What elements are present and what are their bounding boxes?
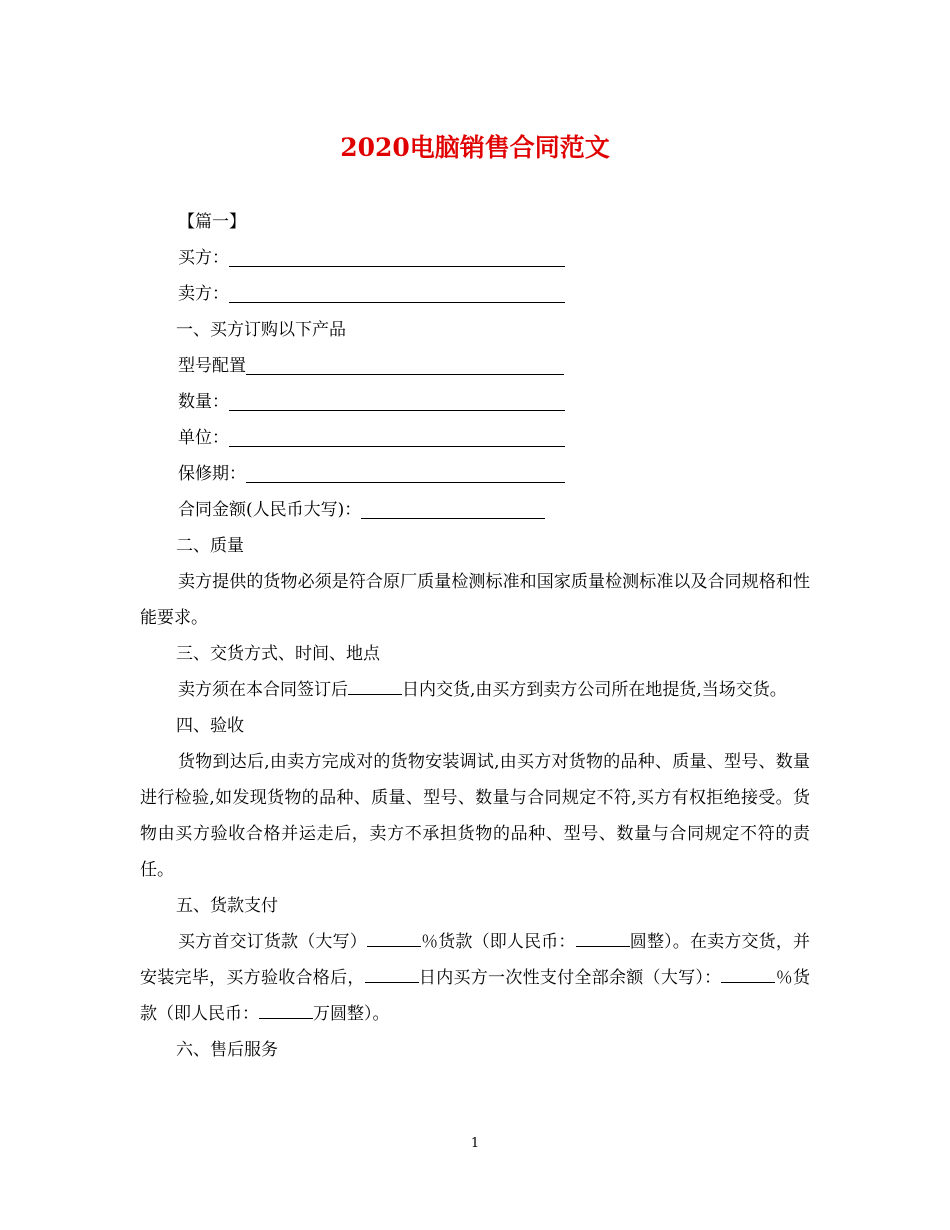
amount-label: 合同金额(人民币大写)： (178, 500, 362, 520)
unit-blank-line (229, 445, 565, 447)
payment-days-blank (365, 966, 419, 983)
paragraph-delivery (140, 672, 810, 708)
amount-blank-line (361, 517, 545, 519)
paragraph-quality: 卖方提供的货物必须是符合原厂质量检测标准和国家质量检测标准以及合同规格和性能要求。 (140, 572, 810, 628)
warranty-blank-line (246, 481, 565, 483)
buyer-blank-line (229, 265, 565, 267)
model-config-blank-line (246, 373, 564, 375)
section-label: 【篇一】 (178, 212, 246, 232)
unit-label: 单位： (178, 428, 229, 448)
model-config-field (140, 348, 810, 384)
seller-blank-line (229, 301, 565, 303)
payment-text-d: 日内买方一次性支付全部余额（大写）： (418, 968, 722, 988)
heading-4: 四、验收 (176, 716, 244, 736)
buyer-label: 买方： (178, 248, 229, 268)
quantity-label: 数量： (178, 392, 229, 412)
document-body (140, 204, 810, 1068)
paragraph-acceptance: 货物到达后,由卖方完成对的货物安装调试,由买方对货物的品种、质量、型号、数量进行检验,如发现货物的品种、质量、型号、数量与合同规定不符,买方有权拒绝接受。货物由买方验收合格并运走后，卖方不承担货物的品种、型号、数量与合同规定不符的责任。 (140, 752, 810, 880)
amount-field (140, 492, 810, 528)
delivery-text-a: 卖方须在本合同签订后 (178, 680, 348, 700)
payment-text-f: 万圆整）。 (313, 1004, 390, 1024)
heading-3: 三、交货方式、时间、地点 (176, 644, 380, 664)
payment-text-c: 圆整）。在卖方交货，并安装完毕，买方验收合格后， (140, 932, 810, 988)
payment-text-b: ％货款（即人民币： (420, 932, 576, 952)
payment-text-e: ％货款（即人民币： (140, 968, 811, 1024)
balance-rmb-blank (259, 1002, 313, 1019)
page-number: 1 (470, 1136, 480, 1151)
warranty-label: 保修期： (178, 464, 246, 484)
document-title: 2020电脑销售合同范文 (340, 133, 610, 162)
heading-5: 五、货款支付 (176, 896, 278, 916)
unit-field (140, 420, 810, 456)
buyer-field (140, 240, 810, 276)
seller-field (140, 276, 810, 312)
payment-percent-blank (367, 930, 421, 947)
payment-rmb-blank (576, 930, 630, 947)
payment-text-a: 买方首交订货款（大写） (178, 932, 367, 952)
delivery-days-blank (348, 678, 402, 695)
quantity-field (140, 384, 810, 420)
balance-percent-blank (721, 966, 775, 983)
paragraph-payment (140, 924, 810, 1032)
delivery-text-b: 日内交货,由买方到卖方公司所在地提货,当场交货。 (402, 680, 787, 700)
quantity-blank-line (229, 409, 565, 411)
model-config-label: 型号配置 (178, 356, 246, 376)
heading-2: 二、质量 (176, 536, 244, 556)
heading-1: 一、买方订购以下产品 (176, 320, 346, 340)
warranty-field (140, 456, 810, 492)
seller-label: 卖方： (178, 284, 229, 304)
heading-6: 六、售后服务 (176, 1040, 278, 1060)
